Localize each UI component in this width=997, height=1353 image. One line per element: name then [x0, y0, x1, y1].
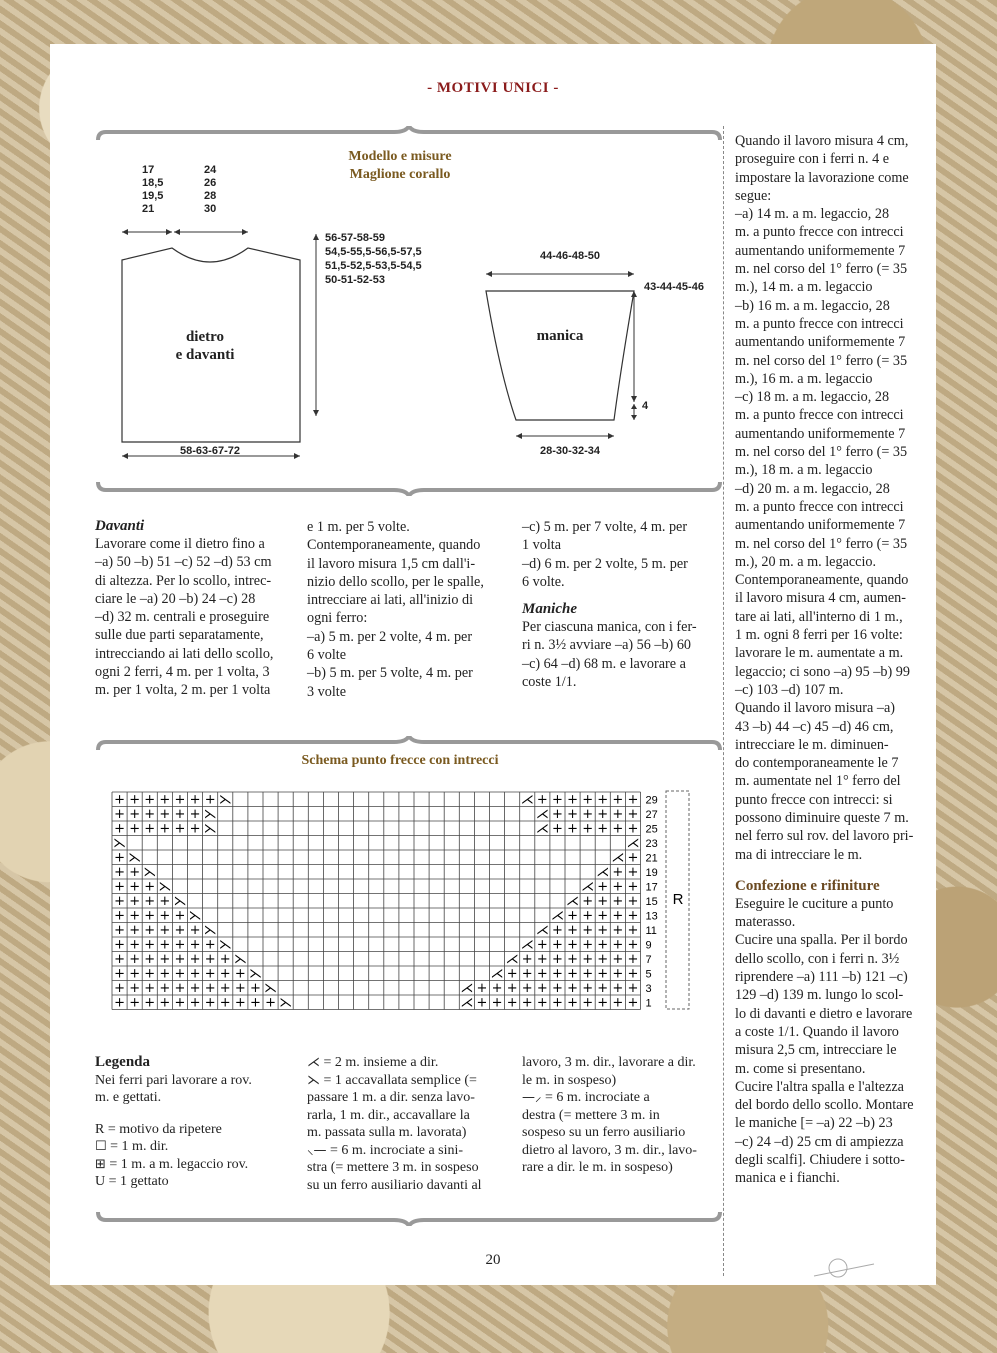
chart-stitch-symbol: ⋌ [505, 952, 519, 967]
chart-stitch-symbol: + [627, 821, 639, 837]
chart-stitch-symbol: + [551, 995, 563, 1011]
legend-r: R = motivo da ripetere [95, 1121, 222, 1137]
plus-stitch-icon: ⊞ [95, 1156, 106, 1172]
chart-stitch-symbol: + [159, 952, 171, 967]
cross-right-icon: —⸝ [522, 1090, 542, 1105]
chart-stitch-symbol: + [129, 981, 141, 996]
chart-stitch-symbol: + [159, 995, 171, 1011]
chart-stitch-symbol: + [521, 981, 533, 996]
chart-stitch-symbol: ⋌ [566, 894, 580, 909]
chart-stitch-symbol: + [144, 807, 156, 822]
chart-stitch-symbol: + [204, 952, 216, 967]
chart-stitch-symbol: + [567, 908, 579, 924]
column-davanti [95, 518, 295, 700]
sleeve-cuff-measure: 4 [642, 400, 649, 412]
chart-stitch-symbol: + [144, 792, 156, 808]
chart-stitch-symbol: + [204, 937, 216, 953]
chart-row-label: 27 [645, 809, 658, 821]
chart-row-label: 21 [645, 852, 658, 865]
chart-stitch-symbol: + [627, 865, 639, 880]
legend-heading: Legenda [95, 1054, 151, 1070]
chart-stitch-symbol: + [627, 952, 639, 967]
chart-stitch-symbol: + [612, 981, 624, 996]
chart-stitch-symbol: + [174, 995, 186, 1011]
chart-stitch-symbol: + [612, 821, 624, 837]
heading-maniche: Maniche [522, 601, 578, 618]
chart-stitch-symbol: + [612, 908, 624, 924]
chart-row-label: 29 [645, 794, 658, 807]
chart-stitch-symbol: ⋌ [581, 879, 595, 895]
chart-stitch-symbol: + [597, 995, 609, 1011]
sleeve-bottom-measure: 28-30-32-34 [540, 445, 600, 457]
chart-stitch-symbol: + [582, 908, 594, 924]
chart-stitch-symbol: + [612, 952, 624, 967]
chart-stitch-symbol: ⋋ [128, 850, 142, 866]
chart-stitch-symbol: + [129, 894, 141, 909]
chart-stitch-symbol: + [521, 995, 533, 1011]
chart-stitch-symbol: ⋌ [626, 836, 640, 851]
chart-stitch-symbol: ⋌ [535, 807, 549, 822]
chart-stitch-symbol: + [612, 865, 624, 880]
column-2 [307, 518, 507, 701]
chart-stitch-symbol: + [234, 966, 246, 982]
chart-stitch-symbol: + [204, 966, 216, 982]
legend-col2 [307, 1054, 512, 1194]
chart-stitch-symbol: ⋌ [611, 850, 625, 866]
chart-stitch-symbol: + [234, 981, 246, 996]
chart-stitch-symbol: + [129, 923, 141, 938]
chart-stitch-symbol: + [612, 937, 624, 953]
chart-row-label: 25 [645, 823, 658, 836]
chart-stitch-symbol: + [174, 908, 186, 924]
legend-blank: ☐ = 1 m. dir. [95, 1139, 169, 1154]
column-3 [522, 518, 720, 691]
chart-stitch-symbol: ⋋ [188, 908, 202, 924]
chart-stitch-symbol: + [567, 952, 579, 967]
chart-stitch-symbol: + [174, 923, 186, 938]
chart-stitch-symbol: + [627, 807, 639, 822]
chart-stitch-symbol: + [551, 923, 563, 938]
column-divider [723, 126, 724, 1276]
chart-stitch-symbol: + [219, 966, 231, 982]
chart-stitch-symbol: ⋋ [233, 952, 247, 967]
chart-stitch-symbol: + [114, 966, 126, 982]
chart-stitch-symbol: + [249, 981, 261, 996]
chart-stitch-symbol: + [204, 981, 216, 996]
chart-stitch-symbol: + [597, 894, 609, 909]
chart-stitch-symbol: + [189, 792, 201, 808]
chart-row-label: 1 [645, 997, 652, 1010]
chart-stitch-symbol: + [612, 792, 624, 808]
chart-stitch-symbol: ⋌ [490, 966, 504, 982]
chart-stitch-symbol: + [114, 879, 126, 895]
chart-row-label: 13 [645, 910, 658, 923]
chart-stitch-symbol: + [597, 792, 609, 808]
chart-stitch-symbol: + [627, 995, 639, 1011]
chart-stitch-symbol: + [189, 821, 201, 837]
knitting-chart [110, 786, 690, 1022]
chart-stitch-symbol: + [597, 879, 609, 895]
chart-stitch-symbol: + [597, 952, 609, 967]
chart-stitch-symbol: + [144, 908, 156, 924]
chart-stitch-symbol: + [567, 981, 579, 996]
chart-stitch-symbol: + [612, 879, 624, 895]
chart-stitch-symbol: + [219, 981, 231, 996]
text-right-2: Eseguire le cuciture a punto materasso. Cucire una spalla. Per il bordo dello scollo, con i ferri n. 3½ riprendere –a) 111 –b) 121 –c) 129 –d) 139 m. lungo lo scol- lo di davanti e dietro e lavorare a coste 1/1. Quando il lavoro misura 2,5 cm, intrecciare le m. come si presentano. Cucire l'altra spalla e l'altezza del bordo dello scollo. Montare le maniche [= –a) 22 –b) 23 –c) 24 –d) 25 cm di ampiezza degli scalfi]. Chiudere i sotto- manica e i fianchi. [735, 895, 914, 1187]
sleeve-label: manica [536, 328, 584, 344]
chart-stitch-symbol: + [506, 995, 518, 1011]
chart-row-labels [646, 795, 658, 1010]
chart-stitch-symbol: + [627, 923, 639, 938]
sleeve-height-measure: 43-44-45-46 [644, 281, 704, 293]
chart-stitch-symbol: + [144, 981, 156, 996]
legend-col3 [522, 1054, 720, 1177]
chart-stitch-symbol: + [114, 923, 126, 938]
chart-stitch-symbol: + [159, 937, 171, 953]
chart-stitch-symbol: + [189, 807, 201, 822]
chart-stitch-symbol: + [129, 995, 141, 1011]
chart-stitch-symbol: + [189, 995, 201, 1011]
chart-row-label: 17 [645, 881, 658, 894]
chart-stitch-symbol: + [627, 879, 639, 895]
chart-stitch-symbol: + [551, 807, 563, 822]
chart-stitch-symbol: + [189, 923, 201, 938]
chart-stitch-symbol: + [159, 894, 171, 909]
chart-stitch-symbol: + [521, 966, 533, 982]
chart-stitch-symbol: ⋋ [218, 937, 232, 953]
chart-stitch-symbol: + [597, 981, 609, 996]
chart-stitch-symbol: + [204, 792, 216, 808]
chart-stitch-symbol: ⋋ [218, 792, 232, 808]
heading-confezione: Confezione e rifiniture [735, 877, 880, 894]
chart-row-label: 9 [645, 939, 652, 952]
chart-stitch-symbol: + [551, 792, 563, 808]
chart-stitch-symbol: + [627, 850, 639, 866]
chart-stitch-symbol: + [582, 923, 594, 938]
chart-stitch-symbol: + [159, 981, 171, 996]
chart-stitch-symbol: + [204, 995, 216, 1011]
chart-stitch-symbol: ⋋ [113, 836, 127, 851]
chart-stitch-symbol: + [567, 923, 579, 938]
text-col3: –c) 5 m. per 7 volte, 4 m. per 1 volta –d) 6 m. per 2 volte, 5 m. per 6 volte. [522, 519, 688, 590]
chart-stitch-symbol: + [582, 792, 594, 808]
chart-stitch-symbol: + [536, 792, 548, 808]
chart-stitch-symbol: ⋌ [535, 923, 549, 938]
chart-stitch-symbol: ⋋ [248, 966, 262, 982]
chart-stitch-symbol: + [536, 937, 548, 953]
chart-stitch-symbol: + [567, 937, 579, 953]
chart-stitch-symbol: + [582, 966, 594, 982]
chart-stitch-symbol: + [144, 966, 156, 982]
legend-cross-left: ⸜— = 6 m. incrociate a sini- stra (= mettere 3 m. in sospeso su un ferro ausiliario davanti al [307, 1142, 482, 1193]
chart-stitch-symbol: + [144, 923, 156, 938]
chart-stitch-symbol: + [627, 894, 639, 909]
chart-stitch-symbol: + [612, 966, 624, 982]
chart-stitch-symbol: + [174, 966, 186, 982]
chart-stitch-symbol: + [189, 937, 201, 953]
chart-stitch-symbol: + [476, 995, 488, 1011]
chart-stitch-symbol: + [129, 908, 141, 924]
chart-row-label: 7 [645, 954, 652, 966]
chart-stitch-symbol: + [114, 821, 126, 837]
chart-stitch-symbol: + [536, 981, 548, 996]
chart-stitch-symbol: + [506, 981, 518, 996]
chart-title: Schema punto frecce con intrecci [301, 753, 499, 768]
chart-stitch-symbol: + [129, 879, 141, 895]
chart-stitch-symbol: + [597, 807, 609, 822]
body-height-measures: 56-57-58-59 54,5-55,5-56,5-57,5 51,5-52,5-53,5-54,5 50-51-52-53 [325, 232, 422, 286]
chart-stitch-symbol: + [159, 966, 171, 982]
body-width-measure: 58-63-67-72 [180, 445, 240, 457]
chart-stitch-symbol: ⋋ [143, 865, 157, 880]
chart-stitch-symbol: + [551, 981, 563, 996]
chart-stitch-symbol: + [476, 981, 488, 996]
chart-stitch-symbol: ⋌ [460, 995, 474, 1011]
chart-stitch-symbol: + [582, 952, 594, 967]
chart-stitch-symbol: + [612, 807, 624, 822]
sleeve-schematic [470, 244, 670, 454]
chart-row-label: 19 [645, 867, 658, 879]
page-number: 20 [485, 1252, 501, 1268]
chart-stitch-symbol: ⋋ [158, 879, 172, 895]
chart-stitch-symbol: + [174, 981, 186, 996]
chart-stitch-symbol: + [189, 981, 201, 996]
chart-stitch-symbol: + [612, 995, 624, 1011]
chart-stitch-symbol: + [114, 937, 126, 953]
chart-stitch-symbol: + [597, 923, 609, 938]
diagram-title-1: Modello e misure [348, 149, 452, 164]
body-label: dietro e davanti [175, 329, 235, 363]
chart-stitch-symbol: + [567, 792, 579, 808]
legend-plus: ⊞ = 1 m. a m. legaccio rov. [95, 1156, 249, 1172]
chart-stitch-symbol: + [597, 966, 609, 982]
page-header: - MOTIVI UNICI - [427, 80, 559, 96]
chart-stitch-symbol: + [597, 821, 609, 837]
shoulder-measures: 17 18,5 19,5 21 [142, 164, 164, 215]
chart-stitch-symbol: + [114, 865, 126, 880]
chart-stitch-symbol: ⋋ [203, 821, 217, 837]
chart-stitch-symbol: + [174, 807, 186, 822]
chart-stitch-symbol: + [234, 995, 246, 1011]
chart-stitch-symbol: + [144, 894, 156, 909]
repeat-label: R [672, 891, 684, 908]
chart-row-label: 11 [645, 925, 657, 937]
chart-stitch-symbol: + [114, 792, 126, 808]
chart-stitch-symbol: + [174, 937, 186, 953]
chart-stitch-symbol: ⋋ [264, 981, 278, 996]
right-column [735, 132, 927, 1188]
chart-stitch-symbol: ⋋ [203, 923, 217, 938]
chart-stitch-symbol: + [114, 908, 126, 924]
chart-stitch-symbol: + [582, 821, 594, 837]
heading-davanti: Davanti [95, 518, 145, 534]
chart-stitch-symbol: + [567, 821, 579, 837]
legend-col1 [95, 1054, 300, 1191]
chart-symbols [113, 793, 639, 1011]
chart-stitch-symbol: + [129, 952, 141, 967]
legend-k2tog: ⋌ = 2 m. insieme a dir. [307, 1055, 439, 1070]
chart-row-label: 23 [645, 838, 658, 850]
chart-stitch-symbol: + [491, 995, 503, 1011]
chart-stitch-symbol: + [159, 807, 171, 822]
chart-stitch-symbol: + [612, 894, 624, 909]
chart-stitch-symbol: ⋌ [596, 865, 610, 880]
chart-stitch-symbol: + [129, 966, 141, 982]
chart-stitch-symbol: + [582, 894, 594, 909]
chart-stitch-symbol: + [114, 894, 126, 909]
chart-stitch-symbol: + [627, 908, 639, 924]
chart-stitch-symbol: + [114, 807, 126, 822]
chart-stitch-symbol: + [567, 807, 579, 822]
cross-left-icon: ⸜— [307, 1142, 327, 1158]
text-col2: e 1 m. per 5 volte. Contemporaneamente, quando il lavoro misura 1,5 cm dall'i- nizio dello scollo, per le spalle, intrecciare ai lati, all'inizio di ogni ferro: –a) 5 m. per 2 volte, 4 m. per 6 volte –b) 5 m. per 5 volte, 4 m. per 3 volte [307, 519, 484, 700]
chart-stitch-symbol: + [114, 981, 126, 996]
chart-stitch-symbol: + [174, 952, 186, 967]
chart-stitch-symbol: + [129, 807, 141, 822]
chart-row-label: 15 [645, 896, 658, 908]
chart-stitch-symbol: + [582, 995, 594, 1011]
chart-row-label: 5 [645, 968, 652, 981]
chart-stitch-symbol: + [536, 995, 548, 1011]
ssk-icon: ⋋ [307, 1072, 320, 1088]
chart-stitch-symbol: + [627, 937, 639, 953]
chart-stitch-symbol: + [219, 952, 231, 967]
chart-row-label: 3 [645, 983, 652, 995]
chart-stitch-symbol: ⋌ [550, 908, 564, 924]
chart-stitch-symbol: + [567, 995, 579, 1011]
legend-yo: U = 1 gettato [95, 1174, 169, 1189]
chart-stitch-symbol: + [144, 952, 156, 967]
legend-intro: Nei ferri pari lavorare a rov. m. e gettati. [95, 1072, 252, 1105]
chart-stitch-symbol: + [219, 995, 231, 1011]
chart-stitch-symbol: + [144, 995, 156, 1011]
chart-stitch-symbol: ⋌ [520, 792, 534, 808]
chart-stitch-symbol: + [582, 937, 594, 953]
neck-measures: 24 26 28 30 [204, 164, 217, 215]
chart-stitch-symbol: + [159, 908, 171, 924]
chart-stitch-symbol: + [114, 995, 126, 1011]
chart-stitch-symbol: + [159, 792, 171, 808]
text-davanti: Lavorare come il dietro fino a –a) 50 –b) 51 –c) 52 –d) 53 cm di altezza. Per lo scollo, intrec- ciare le –a) 20 –b) 24 –c) 28 –d) 32 m. centrali e proseguire sulle due parti separatamente, intrecciando ai lati dello scollo, ogni 2 ferri, 4 m. per 1 volta, 3 m. per 1 volta, 2 m. per 1 volta [95, 536, 274, 699]
chart-stitch-symbol: + [567, 966, 579, 982]
chart-stitch-symbol: + [265, 995, 277, 1011]
chart-stitch-symbol: + [582, 981, 594, 996]
chart-stitch-symbol: + [551, 952, 563, 967]
chart-stitch-symbol: ⋋ [279, 995, 293, 1011]
text-maniche: Per ciascuna manica, con i fer- ri n. 3½ avviare –a) 56 –b) 60 –c) 64 –d) 68 m. e lavorare a coste 1/1. [522, 619, 697, 691]
chart-stitch-symbol: ⋋ [173, 894, 187, 909]
chart-stitch-symbol: + [114, 952, 126, 967]
chart-stitch-symbol: + [582, 807, 594, 822]
chart-stitch-symbol: + [551, 937, 563, 953]
chart-stitch-symbol: ⋌ [460, 981, 474, 996]
chart-stitch-symbol: + [129, 821, 141, 837]
chart-stitch-symbol: + [129, 937, 141, 953]
chart-stitch-symbol: + [597, 908, 609, 924]
sleeve-top-measure: 44-46-48-50 [540, 250, 600, 262]
chart-stitch-symbol: ⋌ [535, 821, 549, 837]
chart-stitch-symbol: + [506, 966, 518, 982]
magazine-page [50, 44, 936, 1285]
legend-cross-left-cont: lavoro, 3 m. dir., lavorare a dir. le m. in sospeso) [522, 1055, 696, 1088]
chart-stitch-symbol: + [144, 821, 156, 837]
chart-stitch-symbol: + [114, 850, 126, 866]
chart-stitch-symbol: + [189, 966, 201, 982]
chart-stitch-symbol: + [159, 821, 171, 837]
chart-stitch-symbol: + [536, 966, 548, 982]
legend-cross-right: —⸝ = 6 m. incrociate a destra (= mettere 3 m. in sospeso su un ferro ausiliario dietro al lavoro, 3 m. dir., lavo- rare a dir. le m. in sospeso) [522, 1090, 697, 1175]
chart-stitch-symbol: + [144, 879, 156, 895]
k2tog-icon: ⋌ [307, 1055, 320, 1070]
chart-stitch-symbol: + [597, 937, 609, 953]
chart-stitch-symbol: + [491, 981, 503, 996]
chart-stitch-symbol: + [174, 792, 186, 808]
chart-stitch-symbol: ⋋ [203, 807, 217, 822]
chart-stitch-symbol: + [627, 792, 639, 808]
chart-stitch-symbol: + [129, 792, 141, 808]
chart-stitch-symbol: + [521, 952, 533, 967]
chart-stitch-symbol: + [174, 821, 186, 837]
chart-stitch-symbol: + [536, 952, 548, 967]
chart-stitch-symbol: + [159, 923, 171, 938]
chart-stitch-symbol: + [551, 966, 563, 982]
chart-stitch-symbol: + [189, 952, 201, 967]
chart-stitch-symbol: + [627, 966, 639, 982]
chart-stitch-symbol: + [129, 865, 141, 880]
text-right-1: Quando il lavoro misura 4 cm, proseguire con i ferri n. 4 e impostare la lavorazione come segue: –a) 14 m. a m. legaccio, 28 m. a punto frecce con intrecci aumentando uniformemente 7 m. nel corso del 1° ferro (= 35 m.), 14 m. a m. legaccio –b) 16 m. a m. legaccio, 28 m. a punto frecce con intrecci aumentando uniformemente 7 m. nel corso del 1° ferro (= 35 m.), 16 m. a m. legaccio –c) 18 m. a m. legaccio, 28 m. a punto frecce con intrecci aumentando uniformemente 7 m. nel corso del 1° ferro (= 35 m.), 18 m. a m. legaccio –d) 20 m. a m. legaccio, 28 m. a punto frecce con intrecci aumentando uniformemente 7 m. nel corso del 1° ferro (= 35 m.), 20 m. a m. legaccio. Contemporaneamente, quando il lavoro misura 4 cm, aumen- tare ai lati, all'interno di 1 m., 1 m. ogni 8 ferri per 16 volte: lavorare le m. aumentate a m. legaccio; ci sono –a) 95 –b) 99 –c) 103 –d) 107 m. Quando il lavoro misura –a) 43 –b) 44 –c) 45 –d) 46 cm, intrecciare le m. diminuen- do contemporaneamente le 7 m. aumentate nel 1° ferro del punto frecce con intrecci: si possono diminuire queste 7 m. nel ferro sul rov. del lavoro pri- ma di intrecciare le m. [735, 133, 914, 863]
chart-stitch-symbol: + [249, 995, 261, 1011]
chart-stitch-symbol: ⋌ [520, 937, 534, 953]
chart-stitch-symbol: + [551, 821, 563, 837]
diagram-title-2: Maglione corallo [349, 167, 451, 182]
chart-stitch-symbol: + [627, 981, 639, 996]
blank-stitch-icon: ☐ [95, 1139, 107, 1154]
legend-ssk: ⋋ = 1 accavallata semplice (= passare 1 m. a dir. senza lavo- rarla, 1 m. dir., accavallare la m. passata sulla m. lavorata) [307, 1072, 477, 1140]
chart-stitch-symbol: + [612, 923, 624, 938]
chart-stitch-symbol: + [144, 937, 156, 953]
